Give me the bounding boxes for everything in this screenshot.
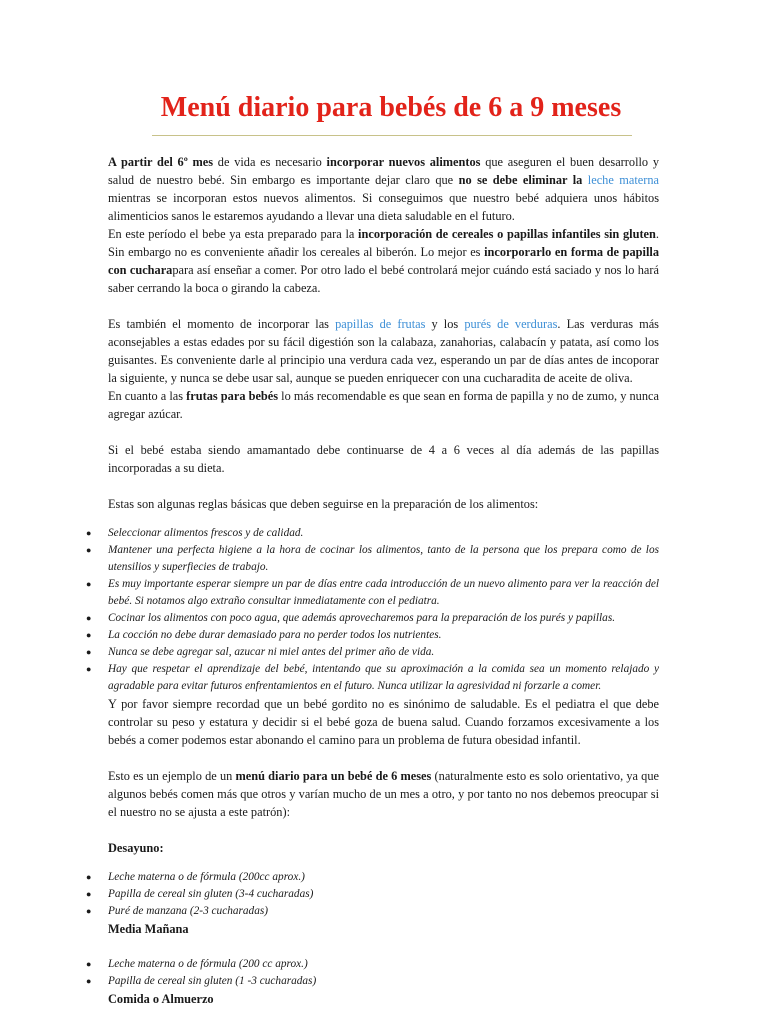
text: Esto es un ejemplo de un bbox=[108, 769, 236, 783]
desayuno-list bbox=[86, 869, 659, 920]
list-item bbox=[86, 903, 659, 920]
heading-media-manana: Media Mañana bbox=[108, 922, 189, 936]
bold-text: A partir del 6º mes bbox=[108, 155, 214, 169]
bullet-icon: ● bbox=[86, 906, 92, 916]
list-item bbox=[86, 886, 659, 903]
spacer bbox=[108, 821, 659, 839]
bullet-icon: ● bbox=[86, 528, 92, 538]
list-item-text: Leche materna o de fórmula (200cc aprox.) bbox=[108, 871, 305, 883]
list-item-text: Es muy importante esperar siempre un par de días entre cada introducción de un nuevo alimento para ver la reacción del bebé. Si notamos algo extraño consultar inmediatamente con el pediatra. bbox=[108, 578, 659, 607]
title-divider bbox=[152, 135, 632, 136]
list-item-text: Nunca se debe agregar sal, azucar ni miel antes del primer año de vida. bbox=[108, 646, 435, 658]
list-item-text: Papilla de cereal sin gluten (1 -3 cucharadas) bbox=[108, 975, 317, 987]
bold-text: incorporar nuevos alimentos bbox=[326, 155, 481, 169]
spacer bbox=[108, 423, 659, 441]
rules-list bbox=[86, 525, 659, 695]
list-item bbox=[86, 576, 659, 610]
list-item bbox=[86, 661, 659, 695]
spacer bbox=[108, 513, 659, 525]
bullet-icon: ● bbox=[86, 959, 92, 969]
bullet-icon: ● bbox=[86, 664, 92, 674]
paragraph-gordito: Y por favor siempre recordad que un bebé gordito no es sinónimo de saludable. Es el pediatra el que debe controlar su peso y estatura y decidir si el bebé goza de buena salud. Cuando forzamos excesivamente a los bebés a comer podemos estar abonando el camino para un problema de futura obesidad infantil. bbox=[108, 697, 659, 747]
text: mientras se incorporan estos nuevos alimentos. Si conseguimos que nuestro bebé adquiera unos hábitos alimenticios sanos le estaremos ayudando a llevar una dieta saludable en el futuro. bbox=[108, 191, 659, 223]
spacer bbox=[108, 477, 659, 495]
paragraph-menu-ejemplo bbox=[108, 767, 659, 821]
media-manana-list bbox=[86, 956, 659, 990]
document-body bbox=[86, 153, 660, 1008]
heading-desayuno: Desayuno: bbox=[108, 841, 164, 855]
bullet-icon: ● bbox=[86, 630, 92, 640]
link-pures-verduras[interactable]: purés de verduras bbox=[464, 317, 558, 331]
bullet-icon: ● bbox=[86, 545, 92, 555]
list-item bbox=[86, 542, 659, 576]
paragraph-reglas-intro: Estas son algunas reglas básicas que deben seguirse en la preparación de los alimentos: bbox=[108, 497, 539, 511]
spacer bbox=[108, 857, 659, 869]
paragraph-intro bbox=[108, 153, 659, 225]
heading-comida: Comida o Almuerzo bbox=[108, 992, 214, 1006]
list-item-text: Papilla de cereal sin gluten (3-4 cucharadas) bbox=[108, 888, 314, 900]
text: y los bbox=[425, 317, 465, 331]
bold-text: frutas para bebés bbox=[186, 389, 279, 403]
text: que aseguren el buen desarrollo y salud de nuestro bebé. Sin embargo es importante dejar claro que bbox=[108, 155, 660, 187]
paragraph-frutas bbox=[108, 387, 659, 423]
bullet-icon: ● bbox=[86, 889, 92, 899]
list-item bbox=[86, 869, 659, 886]
text: de vida es necesario bbox=[213, 155, 327, 169]
text: Es también el momento de incorporar las bbox=[108, 317, 336, 331]
text: (naturalmente esto es solo orientativo, ya que algunos bebés comen más que otros y varían mucho de un mes a otro, y por tanto no nos debemos preocupar si el nuestro no se ajusta a este patrón): bbox=[108, 769, 660, 819]
list-item bbox=[86, 525, 659, 542]
list-item-text: Hay que respetar el aprendizaje del bebé, intentando que su aproximación a la comida sea un momento relajado y agradable para evitar futuros enfrentamientos en el futuro. Nunca utilizar la agresividad ni forzarle a comer. bbox=[108, 663, 659, 692]
list-item bbox=[86, 956, 659, 973]
bold-text: no se debe eliminar la bbox=[458, 173, 583, 187]
list-item-text: Seleccionar alimentos frescos y de calidad. bbox=[108, 527, 304, 539]
text: . Sin embargo no es conveniente añadir los cereales al biberón. Lo mejor es bbox=[108, 227, 659, 259]
paragraph-papillas bbox=[108, 315, 659, 387]
text: En este período el bebe ya esta preparado para la bbox=[108, 227, 359, 241]
list-item bbox=[86, 973, 659, 990]
bold-text: incorporación de cereales o papillas infantiles sin gluten bbox=[358, 227, 656, 241]
spacer bbox=[108, 938, 659, 956]
list-item-text: Puré de manzana (2-3 cucharadas) bbox=[108, 905, 269, 917]
spacer bbox=[108, 297, 659, 315]
bullet-icon: ● bbox=[86, 872, 92, 882]
list-item bbox=[86, 610, 659, 627]
bullet-icon: ● bbox=[86, 647, 92, 657]
paragraph-cereales bbox=[108, 225, 659, 297]
text: para así enseñar a comer. Por otro lado el bebé controlará mejor cuándo está saciado y nos lo hará saber cerrando la boca o girando la cabeza. bbox=[108, 263, 659, 295]
bold-text: menú diario para un bebé de 6 meses bbox=[235, 769, 432, 783]
bullet-icon: ● bbox=[86, 976, 92, 986]
spacer bbox=[108, 749, 659, 767]
paragraph-amamantado: Si el bebé estaba siendo amamantado debe continuarse de 4 a 6 veces al día además de las papillas incorporadas a su dieta. bbox=[108, 443, 659, 475]
link-papillas-frutas[interactable]: papillas de frutas bbox=[335, 317, 426, 331]
text: En cuanto a las bbox=[108, 389, 187, 403]
list-item-text: Cocinar los alimentos con poco agua, que además aprovecharemos para la preparación de los purés y papillas. bbox=[108, 612, 616, 624]
list-item-text: Leche materna o de fórmula (200 cc aprox.) bbox=[108, 958, 308, 970]
link-leche-materna[interactable]: leche materna bbox=[587, 173, 660, 187]
page-title: Menú diario para bebés de 6 a 9 meses bbox=[160, 92, 622, 123]
list-item bbox=[86, 644, 659, 661]
bullet-icon: ● bbox=[86, 579, 92, 589]
list-item-text: La cocción no debe durar demasiado para no perder todos los nutrientes. bbox=[108, 629, 442, 641]
bold-text: incorporarlo en forma de papilla con cuchara bbox=[108, 245, 659, 277]
list-item bbox=[86, 627, 659, 644]
text: lo más recomendable es que sean en forma de papilla y no de zumo, y nunca agregar azúcar. bbox=[108, 389, 659, 421]
bullet-icon: ● bbox=[86, 613, 92, 623]
list-item-text: Mantener una perfecta higiene a la hora de cocinar los alimentos, tanto de la persona que los prepara como de los utensilios y superfiecies de trabajo. bbox=[108, 544, 659, 573]
text: . Las verduras más aconsejables a estas edades por su fácil digestión son la calabaza, zanahorias, calabacín y patata, así como los guisantes. Es conveniente darle al principio una verdura cada vez, esperando un par de días antes de incoporar la siguiente, y nunca se debe usar sal, aunque se pueden enriquecer con una cucharadita de aceite de oliva. bbox=[108, 317, 659, 385]
